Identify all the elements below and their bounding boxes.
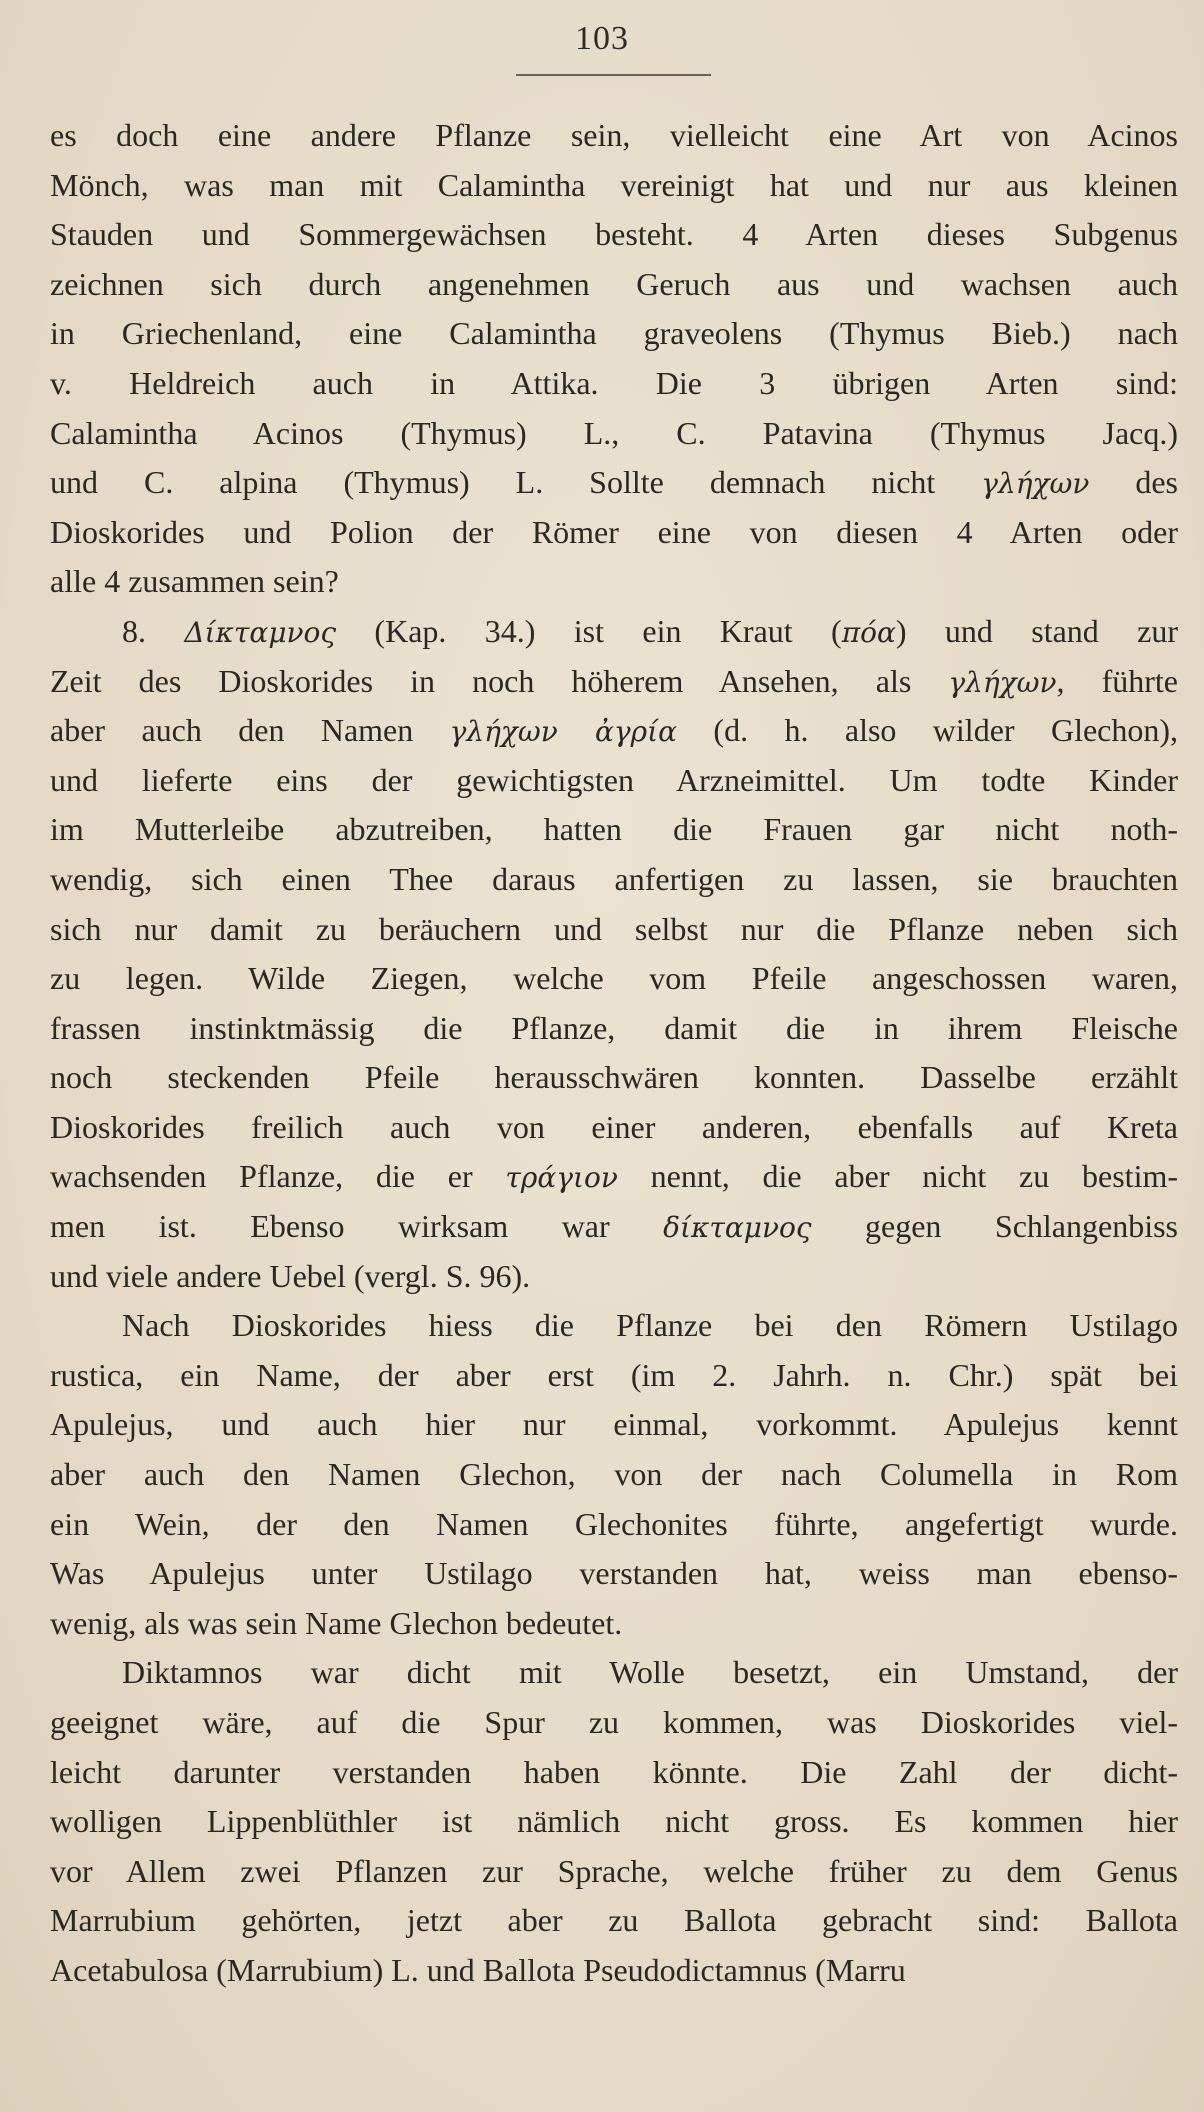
- text-line: [50, 657, 1178, 707]
- body-text: [50, 111, 1178, 1996]
- text-line: [50, 557, 1178, 607]
- text-run: vor Allem zwei Pflanzen zur Sprache, welche früher zu dem Genus: [50, 1852, 1178, 1889]
- text-run: alle 4 zusammen sein?: [50, 563, 339, 600]
- text-line: [50, 756, 1178, 806]
- text-run: v. Heldreich auch in Attika. Die 3 übrigen Arten sind:: [50, 364, 1178, 401]
- text-line: [50, 1400, 1178, 1450]
- text-line: [50, 210, 1178, 260]
- greek-term: πόα: [841, 615, 896, 649]
- text-line: [50, 1103, 1178, 1153]
- greek-term: γλήχων: [981, 467, 1090, 501]
- text-line: [50, 1450, 1178, 1500]
- text-run: zu legen. Wilde Ziegen, welche vom Pfeile angeschossen waren,: [50, 960, 1178, 997]
- text-line: [50, 1599, 1178, 1649]
- text-line: [50, 1698, 1178, 1748]
- text-line: [50, 1896, 1178, 1946]
- text-line: [50, 409, 1178, 459]
- text-line: [50, 1847, 1178, 1897]
- text-run: Nach Dioskorides hiess die Pflanze bei den Römern Ustilago: [122, 1307, 1178, 1344]
- text-run: gegen Schlangenbiss: [811, 1208, 1178, 1245]
- greek-term: γλήχων: [948, 665, 1057, 699]
- text-line: [50, 855, 1178, 905]
- text-line: [50, 161, 1178, 211]
- text-line: [50, 1648, 1178, 1698]
- text-run: men ist. Ebenso wirksam war: [50, 1208, 664, 1245]
- greek-term: τράγιον: [505, 1161, 618, 1195]
- text-run: noch steckenden Pfeile herausschwären konnten. Dasselbe erzählt: [50, 1059, 1178, 1096]
- text-run: , führte: [1056, 662, 1178, 699]
- text-run: und lieferte eins der gewichtigsten Arzneimittel. Um todte Kinder: [50, 761, 1178, 798]
- text-run: Calamintha Acinos (Thymus) L., C. Patavina (Thymus Jacq.): [50, 414, 1178, 451]
- greek-term: γλήχων ἀγρία: [449, 715, 678, 749]
- text-line: [50, 1946, 1178, 1996]
- text-run: Zeit des Dioskorides in noch höherem Ansehen, als: [50, 662, 949, 699]
- text-run: Was Apulejus unter Ustilago verstanden hat, weiss man ebenso-: [50, 1555, 1178, 1592]
- text-line: [50, 954, 1178, 1004]
- text-line: [50, 1797, 1178, 1847]
- paragraph: [50, 1301, 1178, 1648]
- text-line: [50, 260, 1178, 310]
- text-run: wendig, sich einen Thee daraus anfertigen zu lassen, sie brauchten: [50, 860, 1178, 897]
- paragraph: [50, 1648, 1178, 1995]
- text-line: [50, 1549, 1178, 1599]
- text-line: [50, 1152, 1178, 1202]
- text-line: [50, 1004, 1178, 1054]
- text-run: Stauden und Sommergewächsen besteht. 4 Arten dieses Subgenus: [50, 216, 1178, 253]
- text-line: [50, 1748, 1178, 1798]
- text-run: frassen instinktmässig die Pflanze, damit die in ihrem Fleische: [50, 1009, 1178, 1046]
- text-run: wenig, als was sein Name Glechon bedeutet.: [50, 1604, 623, 1641]
- greek-term: Δίκταμνος: [184, 615, 337, 649]
- text-run: Diktamnos war dicht mit Wolle besetzt, ein Umstand, der: [122, 1654, 1178, 1691]
- paragraph: [50, 607, 1178, 1301]
- text-run: wolligen Lippenblüthler ist nämlich nicht gross. Es kommen hier: [50, 1803, 1178, 1840]
- text-run: ein Wein, der den Namen Glechonites führte, angefertigt wurde.: [50, 1505, 1178, 1542]
- text-run: wachsenden Pflanze, die er: [50, 1158, 506, 1195]
- page-number: 103: [575, 20, 629, 57]
- text-run: im Mutterleibe abzutreiben, hatten die Frauen gar nicht noth-: [50, 811, 1178, 848]
- text-run: es doch eine andere Pflanze sein, vielleicht eine Art von Acinos: [50, 117, 1178, 153]
- text-run: rustica, ein Name, der aber erst (im 2. Jahrh. n. Chr.) spät bei: [50, 1356, 1178, 1393]
- text-run: leicht darunter verstanden haben könnte. Die Zahl der dicht-: [50, 1753, 1178, 1790]
- text-line: [50, 508, 1178, 558]
- text-run: und viele andere Uebel (vergl. S. 96).: [50, 1257, 531, 1294]
- page-header: [0, 20, 1204, 58]
- paragraph: [50, 111, 1178, 607]
- text-run: (Kap. 34.) ist ein Kraut (: [336, 612, 842, 649]
- text-run: geeignet wäre, auf die Spur zu kommen, was Dioskorides viel-: [50, 1704, 1178, 1740]
- text-line: [50, 1252, 1178, 1302]
- text-run: zeichnen sich durch angenehmen Geruch aus und wachsen auch: [50, 265, 1178, 302]
- header-rule: [516, 74, 711, 76]
- text-run: Mönch, was man mit Calamintha vereinigt hat und nur aus kleinen: [50, 166, 1178, 203]
- text-run: 8.: [122, 612, 185, 649]
- text-line: [50, 706, 1178, 756]
- text-run: Marrubium gehörten, jetzt aber zu Ballota gebracht sind: Ballota: [50, 1902, 1178, 1939]
- text-line: [50, 359, 1178, 409]
- text-line: [50, 905, 1178, 955]
- text-line: [50, 1351, 1178, 1401]
- text-line: [50, 607, 1178, 657]
- text-run: aber auch den Namen: [50, 712, 450, 749]
- text-run: sich nur damit zu beräuchern und selbst nur die Pflanze neben sich: [50, 910, 1178, 947]
- text-line: [50, 1301, 1178, 1351]
- text-line: [50, 111, 1178, 161]
- text-run: und C. alpina (Thymus) L. Sollte demnach nicht: [50, 464, 982, 501]
- text-line: [50, 805, 1178, 855]
- text-line: [50, 1053, 1178, 1103]
- text-line: [50, 1202, 1178, 1252]
- text-run: in Griechenland, eine Calamintha graveolens (Thymus Bieb.) nach: [50, 315, 1178, 352]
- text-run: ) und stand zur: [895, 612, 1178, 649]
- text-line: [50, 309, 1178, 359]
- text-line: [50, 458, 1178, 508]
- text-run: aber auch den Namen Glechon, von der nach Columella in Rom: [50, 1456, 1178, 1493]
- text-run: Acetabulosa (Marrubium) L. und Ballota Pseudodictamnus (Marru: [50, 1951, 906, 1988]
- text-run: (d. h. also wilder Glechon),: [677, 712, 1178, 749]
- text-run: Apulejus, und auch hier nur einmal, vorkommt. Apulejus kennt: [50, 1406, 1178, 1443]
- text-run: Dioskorides freilich auch von einer anderen, ebenfalls auf Kreta: [50, 1108, 1178, 1145]
- text-run: Dioskorides und Polion der Römer eine von diesen 4 Arten oder: [50, 513, 1178, 550]
- greek-term: δίκταμνος: [663, 1211, 812, 1245]
- text-line: [50, 1500, 1178, 1550]
- text-run: des: [1089, 464, 1178, 501]
- text-run: nennt, die aber nicht zu bestim-: [617, 1158, 1178, 1195]
